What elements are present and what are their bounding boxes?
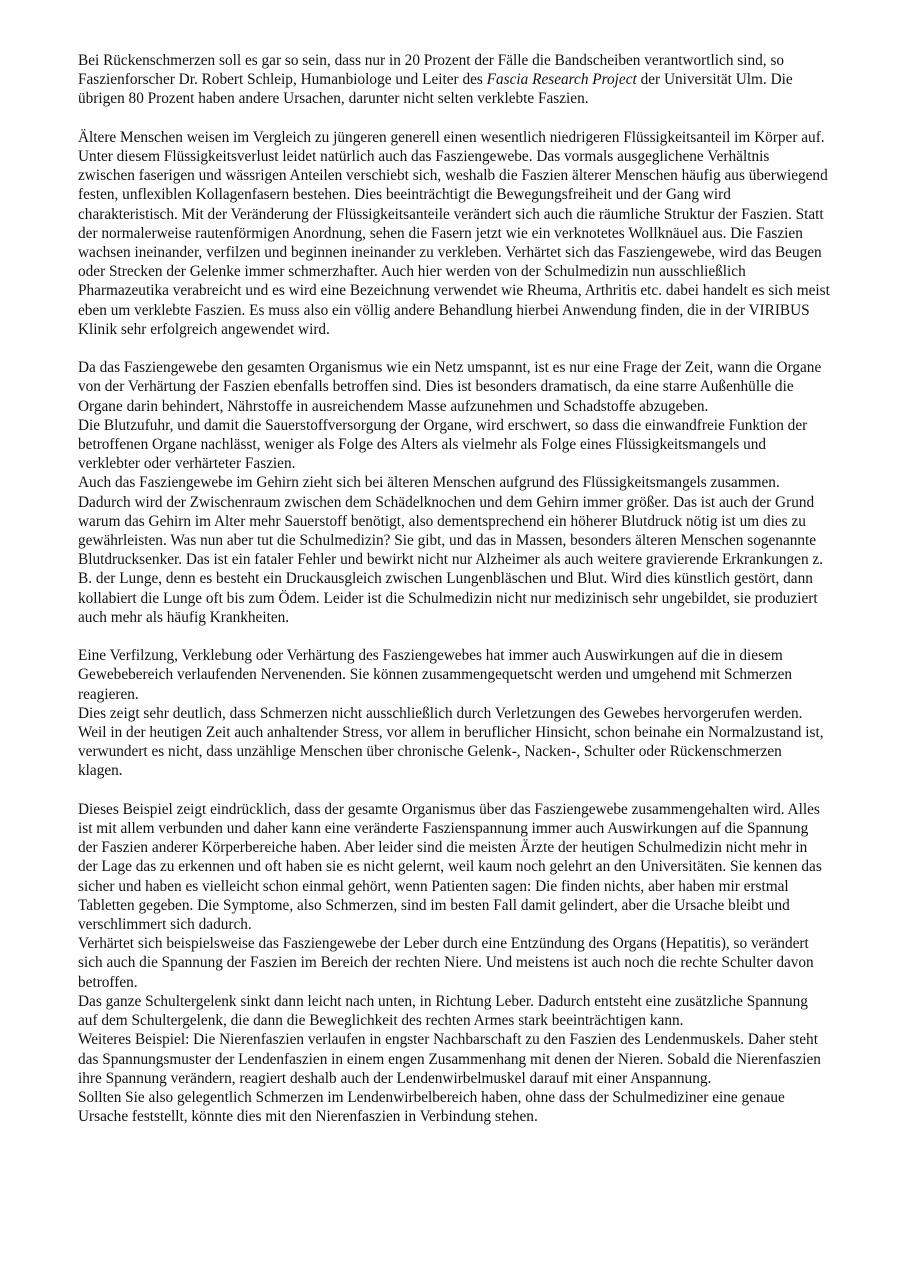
paragraph-kidney: Weiteres Beispiel: Die Nierenfaszien verlaufen in engster Nachbarschaft zu den Faszien des Lendenmuskels. Daher steht das Spannungsmuster der Lendenfaszien in einem engen Zusammenhang mit denen der Nieren. Sobald die Nierenfaszien ihre Spannung verändern, reagiert deshalb auch der Lendenwirbelmuskel darauf mit einer Anspannung. <box>78 1031 821 1087</box>
paragraph-pain: Dies zeigt sehr deutlich, dass Schmerzen nicht ausschließlich durch Verletzungen des Gewebes hervorgerufen werden. Weil in der heutigen Zeit auch anhaltender Stress, vor allem in beruflicher Hinsicht, schon beinahe ein Normalzustand ist, verwundert es nicht, dass unzählige Menschen über chronische Gelenk-, Nacken-, Schulter oder Rückenschmerzen klagen. <box>78 704 824 780</box>
paragraph-intro <box>78 51 830 109</box>
paragraph-organs: Da das Fasziengewebe den gesamten Organismus wie ein Netz umspannt, ist es nur eine Frage der Zeit, wann die Organe von der Verhärtung der Faszien ebenfalls betroffen sind. Dies ist besonders dramatisch, da eine starre Außenhülle die Organe darin behindert, Nährstoffe in ausreichendem Masse aufzunehmen und Schadstoffe abzugeben. <box>78 359 822 415</box>
paragraph-blood-supply: Die Blutzufuhr, und damit die Sauerstoffversorgung der Organe, wird erschwert, so dass die einwandfreie Funktion der betroffenen Organe nachlässt, weniger als Folge des Alters als vielmehr als Folge eines Flüssigkeitsmangels und verklebter oder verhärteter Faszien. <box>78 416 808 473</box>
intro-text-start: Bei Rückenschmerzen soll es gar so sein, dass nur in 20 Prozent der Fälle die Bandscheiben verantwortlich sind, so Faszienforscher Dr. Robert Schleip, Humanbiologe und Leiter des <box>78 52 785 89</box>
project-name: Fascia Research Project <box>486 71 637 89</box>
paragraph-liver: Verhärtet sich beispielsweise das Fasziengewebe der Leber durch eine Entzündung des Organs (Hepatitis), so verändert sich auch die Spannung der Faszien im Bereich der rechten Niere. Und meistens ist auch noch die rechte Schulter davon betroffen. <box>78 935 814 991</box>
paragraph-nerve-endings: Eine Verfilzung, Verklebung oder Verhärtung des Fasziengewebes hat immer auch Auswirkungen auf die in diesem Gewebebereich verlaufenden Nervenenden. Sie können zusammengequetscht werden und umgehend mit Schmerzen reagieren. <box>78 647 793 703</box>
intro-text-end: der Universität Ulm. Die übrigen 80 Prozent haben andere Ursachen, darunter nicht selten verklebte Faszien. <box>78 71 793 108</box>
body-text <box>78 51 830 1126</box>
paragraph-example: Dieses Beispiel zeigt eindrücklich, dass der gesamte Organismus über das Fasziengewebe zusammengehalten wird. Alles ist mit allem verbunden und daher kann eine veränderte Faszienspannung immer auch Auswirkungen auf die Spannung der Faszien anderer Körperbereiche haben. Aber leider sind die meisten Ärzte der heutigen Schulmedizin nicht mehr in der Lage das zu erkennen und oft haben sie es nicht gelernt, weil kaum noch gelehrt an den Universitäten. Sie kennen das sicher und haben es vielleicht schon einmal gehört, wenn Patienten sagen: Die finden nichts, aber haben mir erstmal Tabletten gegeben. Die Symptome, also Schmerzen, sind im besten Fall damit gelindert, aber die Ursache bleibt und verschlimmert sich dadurch. <box>78 800 822 934</box>
paragraph-brain: Auch das Fasziengewebe im Gehirn zieht sich bei älteren Menschen aufgrund des Flüssigkeitsmangels zusammen. Dadurch wird der Zwischenraum zwischen dem Schädelknochen und dem Gehirn immer größer. Das ist auch der Grund warum das Gehirn im Alter mehr Sauerstoff benötigt, also dementsprechend ein höherer Blutdruck nötig ist um dies zu gewährleisten. Was nun aber tut die Schulmedizin? Sie gibt, und das in Massen, besonders älteren Menschen sogenannte Blutdrucksenker. Das ist ein fataler Fehler und bewirkt nicht nur Alzheimer als auch weitere gravierende Erkrankungen z. B. der Lunge, denn es besteht ein Druckausgleich zwischen Lungenbläschen und Blut. Wird dies künstlich gestört, dann kollabiert die Lunge oft bis zum Ödem. Leider ist die Schulmedizin nicht nur medizinisch sehr ungebildet, sie produziert auch mehr als häufig Krankheiten. <box>78 474 824 626</box>
paragraph-lumbar: Sollten Sie also gelegentlich Schmerzen im Lendenwirbelbereich haben, ohne dass der Schulmediziner eine genaue Ursache feststellt, könnte dies mit den Nierenfaszien in Verbindung stehen. <box>78 1088 785 1126</box>
paragraph-shoulder: Das ganze Schultergelenk sinkt dann leicht nach unten, in Richtung Leber. Dadurch entsteht eine zusätzliche Spannung auf dem Schultergelenk, die dann die Beweglichkeit des rechten Armes stark beeinträchtigen kann. <box>78 992 808 1030</box>
paragraph-fluid-loss: Ältere Menschen weisen im Vergleich zu jüngeren generell einen wesentlich niedrigeren Flüssigkeitsanteil im Körper auf. Unter diesem Flüssigkeitsverlust leidet natürlich auch das Fasziengewebe. Das vormals ausgeglichene Verhältnis zwischen faserigen und wässrigen Anteilen verschiebt sich, weshalb die Faszien älterer Menschen häufig aus überwiegend festen, unflexiblen Kollagenfasern bestehen. Dies beeinträchtigt die Bewegungsfreiheit und der Gang wird charakteristisch. Mit der Veränderung der Flüssigkeitsanteile verändert sich auch die räumliche Struktur der Faszien. Statt der normalerweise rautenförmigen Anordnung, sehen die Fasern jetzt wie ein verknotetes Wollknäuel aus. Die Faszien wachsen ineinander, verfilzen und beginnen ineinander zu verkleben. Verhärtet sich das Fasziengewebe, wird das Beugen oder Strecken der Gelenke immer schmerzhafter. Auch hier werden von der Schulmedizin nun ausschließlich Pharmazeutika verabreicht und es wird eine Bezeichnung verwendet wie Rheuma, Arthritis etc. dabei handelt es sich meist eben um verklebte Faszien. Es muss also ein völlig andere Behandlung hierbei Anwendung finden, die in der VIRIBUS Klinik sehr erfolgreich angewendet wird. <box>78 128 830 338</box>
